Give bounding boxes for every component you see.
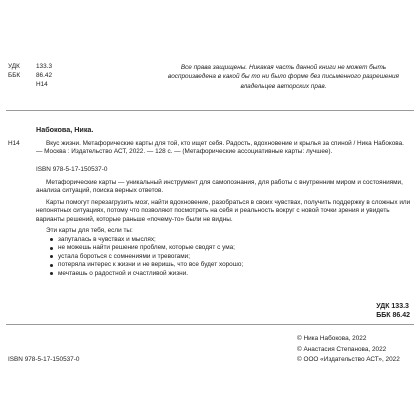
udk-label: УДК	[8, 63, 20, 70]
annotation-paragraph-1: Метафорические карты — уникальный инструмент для самопознания, для работы с внутренним миром и состояниями, анализа ситуаций, поиска верных ответов.	[36, 179, 403, 195]
bbk-line: ББК 86.42	[376, 311, 410, 319]
list-item: потеряла интерес к жизни и не веришь, что все будет хорошо;	[50, 261, 412, 269]
list-item: запуталась в чувствах и мыслях;	[50, 236, 412, 244]
author-mark-left: Н14	[8, 140, 20, 147]
divider-line-bottom	[6, 324, 414, 325]
list-item: устала бороться с сомнениями и тревогами;	[50, 253, 412, 261]
copyright-illustrator: © Анастасия Степанова, 2022	[297, 345, 387, 353]
copyright-author: © Ника Набокова, 2022	[297, 335, 367, 342]
bbk-label: ББК	[8, 72, 21, 79]
annotation-paragraph-2: Карты помогут перезагрузить мозг, найти вдохновение, разобраться в своих чувствах, получить поддержку в сложных или непонятных ситуациях, потому что позволяют посмотреть на себя и реальность вокруг с новой точки зрения и увидеть варианты решений, которые раньше «почему-то» были не видны.	[36, 198, 411, 223]
copyright-publisher: © ООО «Издательство АСТ», 2022	[297, 356, 400, 364]
copyright-block	[297, 334, 400, 366]
udk-line: УДК 133.3	[376, 303, 409, 310]
author-heading: Набокова, Ника.	[36, 125, 94, 134]
isbn-top: ISBN 978-5-17-150537-0	[36, 166, 108, 173]
bbk-code: 86.42	[36, 72, 52, 79]
annotation	[36, 179, 412, 278]
divider-line	[6, 110, 414, 111]
bibliographic-entry: Вкус жизни. Метафорические карты для той, кто ищет себя. Радость, вдохновение и крылья за спиной / Ника Набокова. — Москва : Издательство АСТ, 2022. — 128 с. — (Метафорические ассоциативные карты: лучшее).	[36, 140, 404, 156]
rights-notice: Все права защищены. Никакая часть данной книги не может быть воспроизведена в какой бы то ни было форме без письменного разрешения владельцев авторских прав.	[168, 64, 399, 90]
list-item: мечтаешь о радостной и счастливой жизни.	[50, 270, 412, 278]
udk-code: 133.3	[36, 63, 52, 70]
list-item: не можешь найти решение проблем, которые сводят с ума;	[50, 244, 412, 252]
isbn-bottom: ISBN 978-5-17-150537-0	[8, 356, 80, 363]
author-mark-code: Н14	[36, 81, 48, 88]
audience-list-lead: Эти карты для тебя, если ты:	[46, 227, 133, 235]
udk-bbk-block	[376, 303, 410, 321]
audience-list	[36, 236, 412, 278]
